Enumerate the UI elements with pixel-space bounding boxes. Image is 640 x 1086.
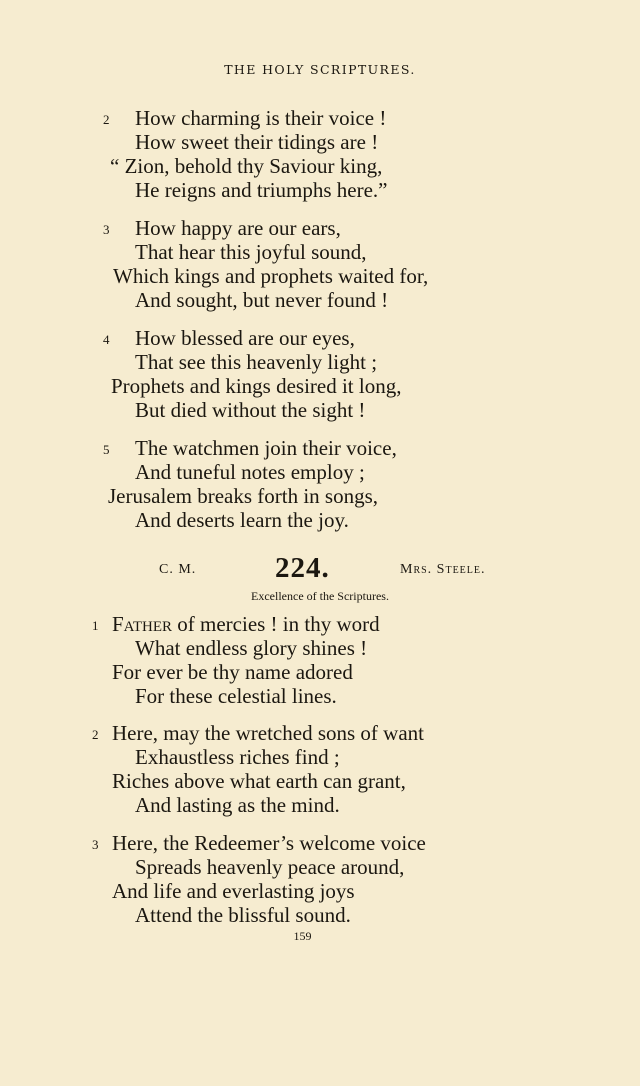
verse-line: Attend the blissful sound.: [135, 903, 351, 927]
running-head: THE HOLY SCRIPTURES.: [224, 62, 416, 77]
verse-line: And lasting as the mind.: [135, 793, 340, 817]
hymn-number: 224.: [275, 552, 330, 584]
verse-line: And deserts learn the joy.: [135, 508, 349, 532]
verse-line: What endless glory shines !: [135, 636, 368, 660]
verse-line: That see this heavenly light ;: [135, 350, 378, 374]
verse-line: How charming is their voice !: [135, 106, 387, 130]
verse-line: And sought, but never found !: [135, 288, 389, 312]
verse-line: How blessed are our eyes,: [135, 326, 355, 350]
stanza-number: 2: [92, 727, 99, 742]
verse-line: Prophets and kings desired it long,: [111, 374, 402, 398]
verse-line-rest: of mercies ! in thy word: [172, 612, 380, 636]
stanza-number: 3: [92, 837, 99, 852]
hymn-meter: C. M.: [159, 562, 197, 577]
verse-line: “ Zion, behold thy Saviour king,: [110, 154, 383, 178]
first-word-capital: Father: [112, 612, 173, 636]
stanza-number: 3: [103, 222, 110, 237]
verse-line: For these celestial lines.: [135, 684, 337, 708]
stanza-number: 2: [103, 112, 110, 127]
verse-line: Spreads heavenly peace around,: [135, 855, 405, 879]
verse-line: For ever be thy name adored: [112, 660, 353, 684]
hymn-header: [0, 552, 640, 592]
stanza-number: 5: [103, 442, 110, 457]
stanza-number: 4: [103, 332, 110, 347]
verse-line: And life and everlasting joys: [112, 879, 355, 903]
verse-line: He reigns and triumphs here.”: [135, 178, 388, 202]
verse-line: [112, 612, 380, 636]
page-number: 159: [293, 929, 312, 943]
verse-line: But died without the sight !: [135, 398, 366, 422]
hymn-author: Mrs. Steele.: [400, 562, 486, 577]
verse-line: Here, may the wretched sons of want: [112, 721, 424, 745]
stanza-number: 1: [92, 618, 99, 633]
verse-line: Here, the Redeemer’s welcome voice: [112, 831, 426, 855]
verse-line: That hear this joyful sound,: [135, 240, 367, 264]
verse-line: Exhaustless riches find ;: [135, 745, 340, 769]
verse-line: The watchmen join their voice,: [135, 436, 397, 460]
verse-line: Which kings and prophets waited for,: [113, 264, 429, 288]
hymn-title: Excellence of the Scriptures.: [251, 589, 389, 603]
verse-line: How sweet their tidings are !: [135, 130, 379, 154]
verse-line: How happy are our ears,: [135, 216, 341, 240]
verse-line: Jerusalem breaks forth in songs,: [108, 484, 379, 508]
verse-line: And tuneful notes employ ;: [135, 460, 365, 484]
verse-line: Riches above what earth can grant,: [112, 769, 406, 793]
